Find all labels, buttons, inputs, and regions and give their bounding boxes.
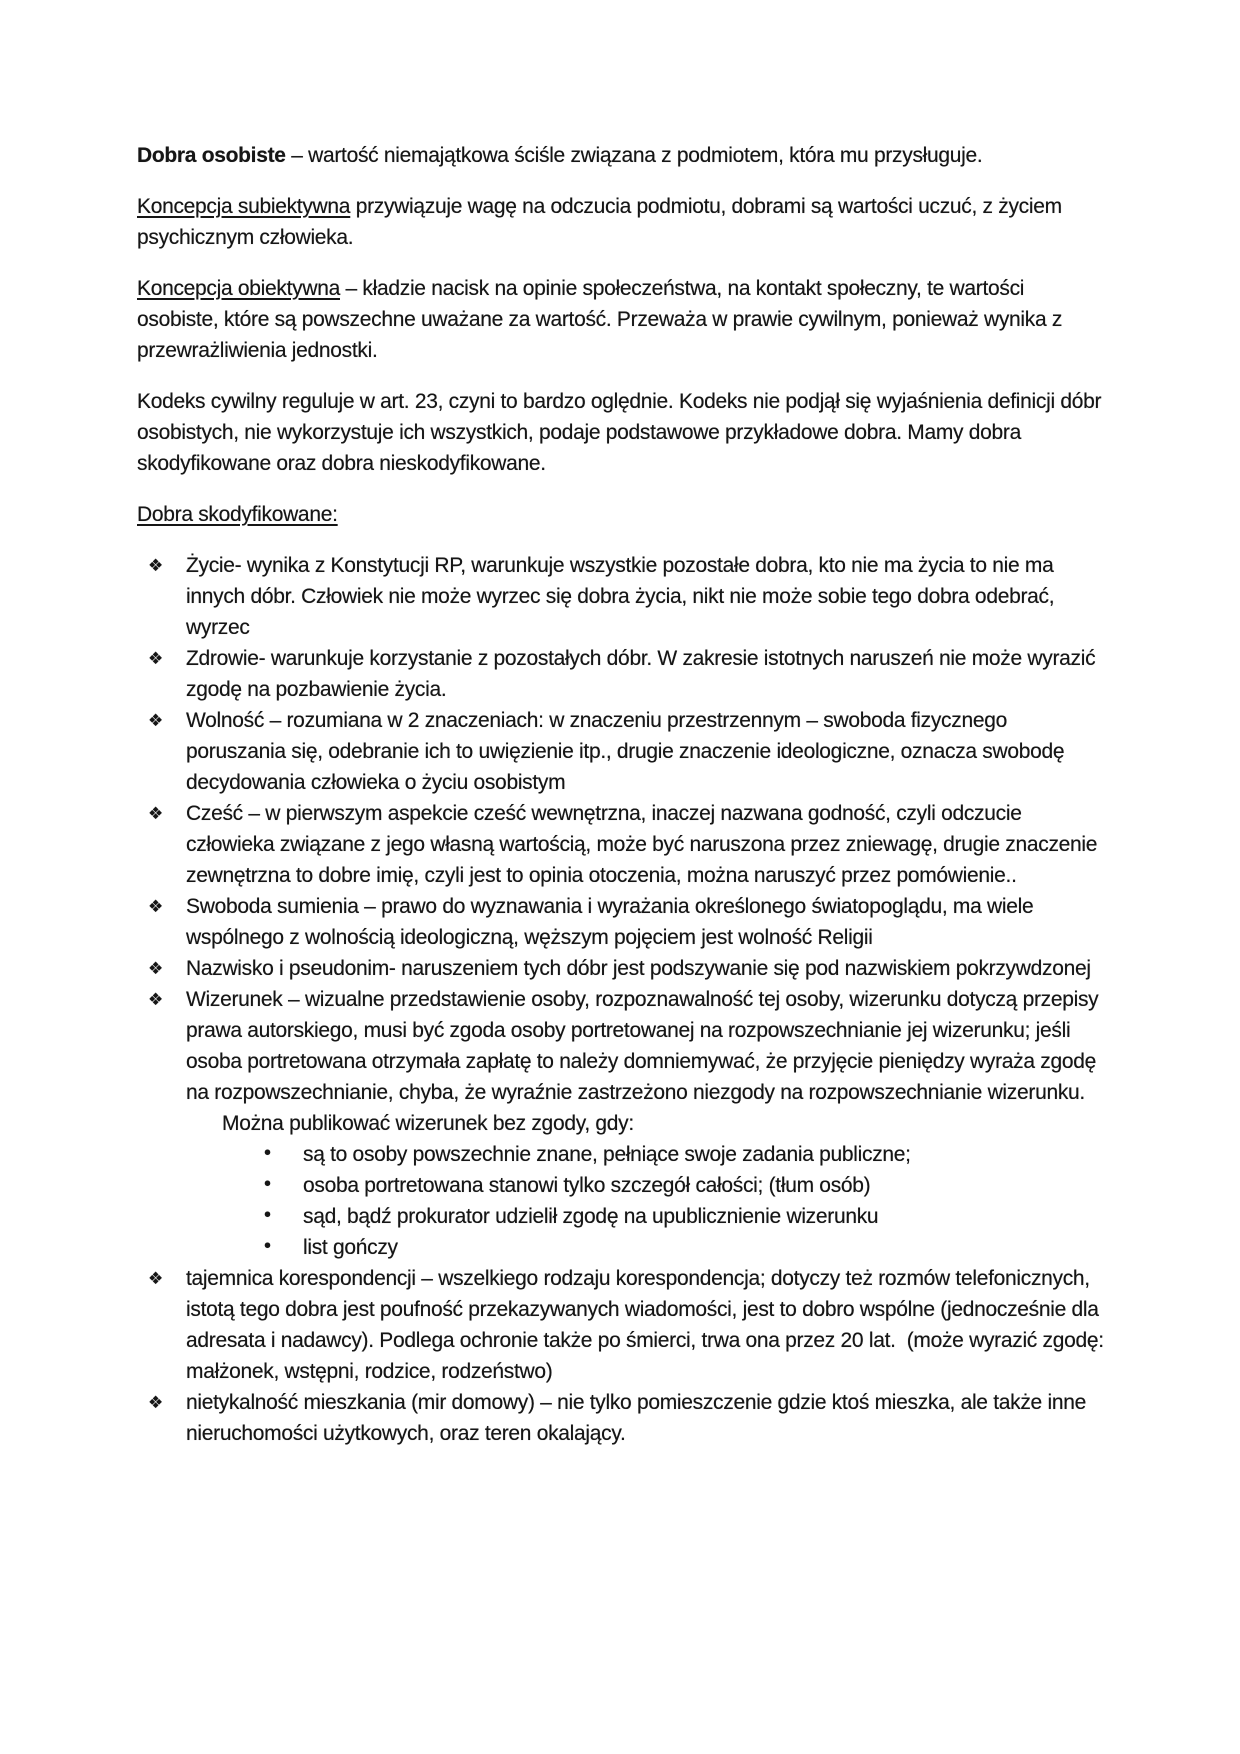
- underlined-term-koncepcja-obiektywna: Koncepcja obiektywna: [137, 277, 340, 300]
- paragraph-koncepcja-subiektywna: [137, 191, 1105, 253]
- list-item-zdrowie: [137, 643, 1105, 705]
- list-item-tajemnica-korespondencji: [137, 1263, 1110, 1387]
- dot-bullet-icon: •: [264, 1204, 271, 1226]
- dot-bullet-icon: •: [264, 1173, 271, 1195]
- paragraph-text: przywiązuje wagę na odczucia podmiotu, dobrami są wartości uczuć, z życiem psychicznym człowieka.: [137, 195, 1068, 249]
- paragraph-dobra-osobiste: [137, 140, 1105, 171]
- list-item-text: Swoboda sumienia – prawo do wyznawania i wyrażania określonego światopoglądu, ma wiele wspólnego z wolnością ideologiczną, węższym pojęciem jest wolność Religii: [186, 895, 1039, 949]
- sub-list-item: [186, 1139, 1105, 1170]
- document-page: [137, 140, 1110, 1449]
- underlined-term-koncepcja-subiektywna: Koncepcja subiektywna: [137, 195, 351, 218]
- list-item-wolnosc: [137, 705, 1105, 798]
- diamond-bullet-icon: ❖: [148, 556, 163, 575]
- sub-list-item-text: sąd, bądź prokurator udzielił zgodę na upublicznienie wizerunku: [303, 1205, 879, 1228]
- list-item-text: Zdrowie- warunkuje korzystanie z pozostałych dóbr. W zakresie istotnych naruszeń nie może wyrazić zgodę na pozbawienie życia.: [186, 647, 1101, 701]
- diamond-bullet-icon: ❖: [148, 711, 163, 730]
- diamond-bullet-icon: ❖: [148, 990, 163, 1009]
- paragraph-kodeks-cywilny: [137, 386, 1105, 479]
- sub-list-item: [186, 1232, 1105, 1263]
- paragraph-text: – kładzie nacisk na opinie społeczeństwa, na kontakt społeczny, te wartości osobiste, które są powszechne uważane za wartość. Przeważa w prawie cywilnym, ponieważ wynika z przewrażliwienia jednostki.: [137, 277, 1068, 362]
- diamond-bullet-icon: ❖: [148, 1393, 163, 1412]
- diamond-bullet-icon: ❖: [148, 959, 163, 978]
- list-item-wizerunek: [137, 984, 1105, 1263]
- bold-term-dobra-osobiste: Dobra osobiste: [137, 144, 286, 167]
- sub-list-item-text: są to osoby powszechnie znane, pełniące swoje zadania publiczne;: [303, 1143, 911, 1166]
- sub-list-item-text: osoba portretowana stanowi tylko szczegół całości; (tłum osób): [303, 1174, 871, 1197]
- list-item-text: Wolność – rozumiana w 2 znaczeniach: w znaczeniu przestrzennym – swoboda fizycznego poruszania się, odebranie ich to uwięzienie itp., drugie znaczenie ideologiczne, oznacza swobodę decydowania człowieka o życiu osobistym: [186, 709, 1070, 794]
- list-item-nietykalnosc-mieszkania: [137, 1387, 1105, 1449]
- list-item-nazwisko: [137, 953, 1105, 984]
- sub-list-item: [186, 1201, 1105, 1232]
- list-item-text: Życie- wynika z Konstytucji RP, warunkuje wszystkie pozostałe dobra, kto nie ma życia to nie ma innych dóbr. Człowiek nie może wyrzec się dobra życia, nikt nie może sobie tego dobra odebrać, wyrzec: [186, 554, 1060, 639]
- codified-goods-list: [137, 550, 1110, 1449]
- sub-list-intro: Można publikować wizerunek bez zgody, gdy:: [222, 1112, 634, 1135]
- diamond-bullet-icon: ❖: [148, 804, 163, 823]
- section-heading-text: Dobra skodyfikowane:: [137, 503, 338, 526]
- diamond-bullet-icon: ❖: [148, 897, 163, 916]
- sub-list-item-text: list gończy: [303, 1236, 398, 1259]
- list-item-text: Wizerunek – wizualne przedstawienie osoby, rozpoznawalność tej osoby, wizerunku dotyczą przepisy prawa autorskiego, musi być zgoda osoby portretowanej na rozpowszechnianie jej wizerunku; jeśli osoba portretowana otrzymała zapłatę to należy domniemywać, że przyjęcie pieniędzy wyraża zgodę na rozpowszechnianie, chyba, że wyraźnie zastrzeżono niezgody na rozpowszechnianie wizerunku.: [186, 988, 1104, 1104]
- list-item-text: Nazwisko i pseudonim- naruszeniem tych dóbr jest podszywanie się pod nazwiskiem pokrzywdzonej: [186, 957, 1091, 980]
- diamond-bullet-icon: ❖: [148, 1269, 163, 1288]
- paragraph-koncepcja-obiektywna: [137, 273, 1105, 366]
- list-item-zycie: [137, 550, 1105, 643]
- sub-list-item: [186, 1170, 1105, 1201]
- dot-bullet-icon: •: [264, 1235, 271, 1257]
- dot-bullet-icon: •: [264, 1142, 271, 1164]
- list-item-text: tajemnica korespondencji – wszelkiego rodzaju korespondencja; dotyczy też rozmów telefonicznych, istotą tego dobra jest poufność przekazywanych wiadomości, jest to dobro wspólne (jednocześnie dla adresata i nadawcy). Podlega ochronie także po śmierci, trwa ona przez 20 lat. (może wyrazić zgodę: małżonek, wstępni, rodzice, rodzeństwo): [186, 1267, 1110, 1383]
- paragraph-text: – wartość niemajątkowa ściśle związana z podmiotem, która mu przysługuje.: [285, 144, 983, 167]
- section-heading: [137, 499, 1105, 530]
- list-item-text: nietykalność mieszkania (mir domowy) – nie tylko pomieszczenie gdzie ktoś mieszka, ale także inne nieruchomości użytkowych, oraz teren okalający.: [186, 1391, 1092, 1445]
- list-item-czesc: [137, 798, 1105, 891]
- list-item-text: Cześć – w pierwszym aspekcie cześć wewnętrzna, inaczej nazwana godność, czyli odczucie człowieka związane z jego własną wartością, może być naruszona przez zniewagę, drugie znaczenie zewnętrzna to dobre imię, czyli jest to opinia otoczenia, można naruszyć przez pomówienie..: [186, 802, 1103, 887]
- diamond-bullet-icon: ❖: [148, 649, 163, 668]
- paragraph-text: Kodeks cywilny reguluje w art. 23, czyni to bardzo oględnie. Kodeks nie podjął się wyjaśnienia definicji dóbr osobistych, nie wykorzystuje ich wszystkich, podaje podstawowe przykładowe dobra. Mamy dobra skodyfikowane oraz dobra nieskodyfikowane.: [137, 390, 1107, 475]
- list-item-swoboda-sumienia: [137, 891, 1105, 953]
